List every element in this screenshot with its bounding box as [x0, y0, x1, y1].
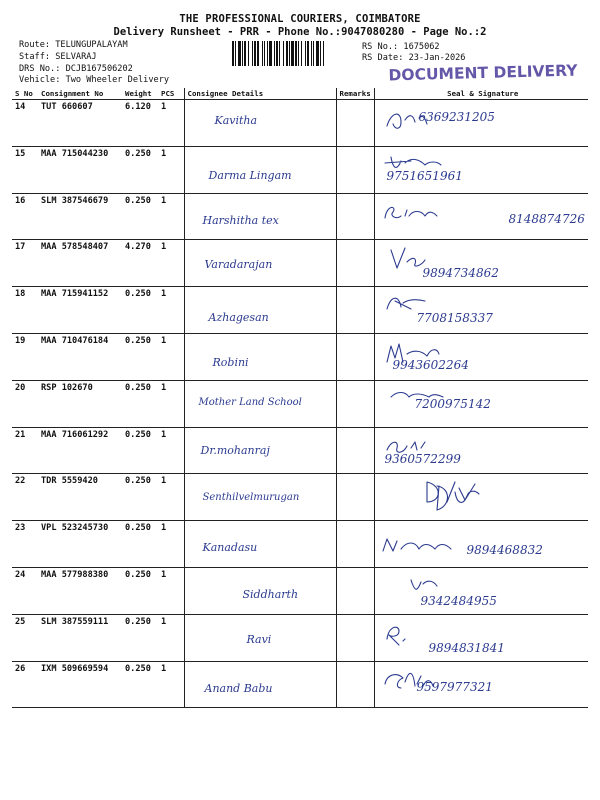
cell-remarks: [336, 380, 374, 427]
receiver-phone-number: 7708158337: [416, 311, 493, 326]
receiver-phone-number: 9894734862: [422, 266, 499, 281]
cell-consignee: [184, 567, 336, 614]
cell-sno: 22: [12, 474, 38, 521]
cell-pcs: 1: [158, 100, 184, 147]
cell-consignment-no: MAA 716061292: [38, 427, 122, 474]
cell-pcs: 1: [158, 661, 184, 708]
cell-consignment-no: RSP 102670: [38, 380, 122, 427]
consignee-handwritten-name: Harshitha tex: [202, 213, 279, 227]
col-header-seal: Seal & Signature: [374, 88, 588, 100]
cell-consignment-no: TDR 5559420: [38, 474, 122, 521]
table-row: [12, 380, 588, 427]
cell-seal-signature: [374, 474, 588, 521]
cell-weight: 0.250: [122, 380, 158, 427]
rs-no-label: RS No.: 1675062: [362, 42, 440, 52]
cell-sno: 23: [12, 521, 38, 568]
cell-sno: 25: [12, 614, 38, 661]
consignee-handwritten-name: Robini: [212, 355, 249, 369]
consignee-handwritten-name: Kanadasu: [202, 541, 258, 555]
document-delivery-stamp: [388, 62, 578, 84]
cell-remarks: [336, 521, 374, 568]
cell-seal-signature: [374, 427, 588, 474]
cell-pcs: 1: [158, 287, 184, 334]
cell-weight: 0.250: [122, 333, 158, 380]
cell-sno: 21: [12, 427, 38, 474]
consignee-handwritten-name: Varadarajan: [204, 258, 273, 272]
runsheet-table: [12, 88, 588, 708]
consignee-handwritten-name: Anand Babu: [204, 681, 273, 695]
cell-pcs: 1: [158, 146, 184, 193]
consignee-handwritten-name: Darma Lingam: [208, 168, 292, 182]
runsheet-subtitle: Delivery Runsheet - PRR - Phone No.:9047080280 - Page No.:2: [113, 26, 487, 38]
cell-seal-signature: [374, 567, 588, 614]
cell-consignee: [184, 146, 336, 193]
cell-consignee: [184, 380, 336, 427]
consignee-handwritten-name: Dr.mohanraj: [200, 443, 270, 457]
strike-scribble: [379, 535, 459, 559]
table-row: [12, 287, 588, 334]
cell-sno: 19: [12, 333, 38, 380]
cell-weight: 0.250: [122, 567, 158, 614]
table-row: [12, 521, 588, 568]
cell-sno: 14: [12, 100, 38, 147]
cell-consignment-no: MAA 710476184: [38, 333, 122, 380]
cell-sno: 16: [12, 193, 38, 240]
cell-seal-signature: [374, 614, 588, 661]
col-header-weight: Weight: [122, 88, 158, 100]
col-header-consignee: Consignee Details: [184, 88, 336, 100]
signature-scribble: [381, 196, 461, 232]
receiver-phone-number: 9597977321: [416, 679, 493, 694]
col-header-consignment: Consignment No: [38, 88, 122, 100]
cell-weight: 0.250: [122, 521, 158, 568]
cell-remarks: [336, 193, 374, 240]
table-header-row: [12, 88, 588, 100]
cell-seal-signature: [374, 100, 588, 147]
cell-sno: 24: [12, 567, 38, 614]
col-header-pcs: PCS: [158, 88, 184, 100]
table-row: [12, 661, 588, 708]
cell-seal-signature: [374, 380, 588, 427]
receiver-phone-number: 9751651961: [386, 168, 463, 183]
cell-remarks: [336, 333, 374, 380]
cell-pcs: 1: [158, 240, 184, 287]
receiver-phone-number: 9943602264: [392, 357, 469, 372]
cell-remarks: [336, 567, 374, 614]
table-row: [12, 240, 588, 287]
cell-weight: 0.250: [122, 427, 158, 474]
table-row: [12, 474, 588, 521]
cell-weight: 4.270: [122, 240, 158, 287]
cell-consignee: [184, 240, 336, 287]
drs-label: DRS No.: DCJB167506202: [19, 64, 133, 74]
table-row: [12, 193, 588, 240]
cell-consignment-no: MAA 715941152: [38, 287, 122, 334]
cell-consignment-no: SLM 387559111: [38, 614, 122, 661]
cell-pcs: 1: [158, 333, 184, 380]
cell-consignee: [184, 521, 336, 568]
cell-consignment-no: TUT 660607: [38, 100, 122, 147]
consignee-handwritten-name: Siddharth: [242, 587, 299, 601]
cell-consignment-no: MAA 715044230: [38, 146, 122, 193]
cell-sno: 15: [12, 146, 38, 193]
table-row: [12, 567, 588, 614]
cell-consignee: [184, 333, 336, 380]
cell-consignee: [184, 474, 336, 521]
cell-sno: 17: [12, 240, 38, 287]
consignee-handwritten-name: Ravi: [246, 632, 272, 646]
table-row: [12, 614, 588, 661]
cell-remarks: [336, 100, 374, 147]
cell-consignment-no: IXM 509669594: [38, 661, 122, 708]
vehicle-label: Vehicle: Two Wheeler Delivery: [19, 75, 170, 85]
table-row: [12, 333, 588, 380]
cell-weight: 6.120: [122, 100, 158, 147]
cell-seal-signature: [374, 146, 588, 193]
cell-sno: 18: [12, 287, 38, 334]
receiver-phone-number: 9342484955: [420, 593, 497, 608]
cell-consignee: [184, 661, 336, 708]
cell-seal-signature: [374, 521, 588, 568]
cell-seal-signature: [374, 193, 588, 240]
cell-weight: 0.250: [122, 474, 158, 521]
table-row: [12, 427, 588, 474]
cell-sno: 20: [12, 380, 38, 427]
cell-remarks: [336, 146, 374, 193]
cell-weight: 0.250: [122, 287, 158, 334]
cell-seal-signature: [374, 287, 588, 334]
table-row: [12, 146, 588, 193]
cell-pcs: 1: [158, 474, 184, 521]
consignee-handwritten-name: Azhagesan: [208, 311, 269, 325]
cell-weight: 0.250: [122, 193, 158, 240]
col-header-sno: S No: [12, 88, 38, 100]
cell-pcs: 1: [158, 427, 184, 474]
cell-pcs: 1: [158, 193, 184, 240]
cell-consignee: [184, 193, 336, 240]
cell-consignee: [184, 287, 336, 334]
col-header-remarks: Remarks: [336, 88, 374, 100]
cell-pcs: 1: [158, 380, 184, 427]
company-title: THE PROFESSIONAL COURIERS, COIMBATORE: [179, 13, 421, 25]
cell-consignee: [184, 100, 336, 147]
cell-consignee: [184, 614, 336, 661]
receiver-phone-number: 6369231205: [418, 110, 495, 124]
staff-label: Staff: SELVARAJ: [19, 52, 97, 62]
cell-seal-signature: [374, 333, 588, 380]
cell-weight: 0.250: [122, 146, 158, 193]
cell-remarks: [336, 614, 374, 661]
cell-consignee: [184, 427, 336, 474]
consignee-handwritten-name: Kavitha: [214, 114, 258, 127]
rs-date-label: RS Date: 23-Jan-2026: [362, 53, 466, 63]
cell-consignment-no: SLM 387546679: [38, 193, 122, 240]
receiver-phone-number: 9894468832: [466, 543, 543, 558]
receiver-phone-number: 9360572299: [384, 451, 461, 466]
cell-sno: 26: [12, 661, 38, 708]
cell-pcs: 1: [158, 521, 184, 568]
cell-consignment-no: MAA 577988380: [38, 567, 122, 614]
cell-consignment-no: MAA 578548407: [38, 240, 122, 287]
cell-seal-signature: [374, 240, 588, 287]
cell-weight: 0.250: [122, 661, 158, 708]
cell-consignment-no: VPL 523245730: [38, 521, 122, 568]
cell-remarks: [336, 287, 374, 334]
consignee-handwritten-name: Mother Land School: [198, 396, 302, 408]
cell-remarks: [336, 474, 374, 521]
cell-pcs: 1: [158, 567, 184, 614]
receiver-phone-number: 8148874726: [508, 211, 585, 226]
stamp-text: DOCUMENT DELIVERY: [388, 62, 578, 84]
cell-remarks: [336, 661, 374, 708]
route-label: Route: TELUNGUPALAYAM: [19, 40, 128, 50]
cell-remarks: [336, 427, 374, 474]
initials-mark: [421, 478, 491, 508]
receiver-phone-number: 9894831841: [428, 640, 505, 655]
barcode: [232, 41, 358, 66]
cell-pcs: 1: [158, 614, 184, 661]
cell-remarks: [336, 240, 374, 287]
cell-weight: 0.250: [122, 614, 158, 661]
cell-seal-signature: [374, 661, 588, 708]
receiver-phone-number: 7200975142: [414, 396, 491, 411]
consignee-handwritten-name: Senthilvelmurugan: [202, 492, 300, 504]
table-row: [12, 100, 588, 147]
